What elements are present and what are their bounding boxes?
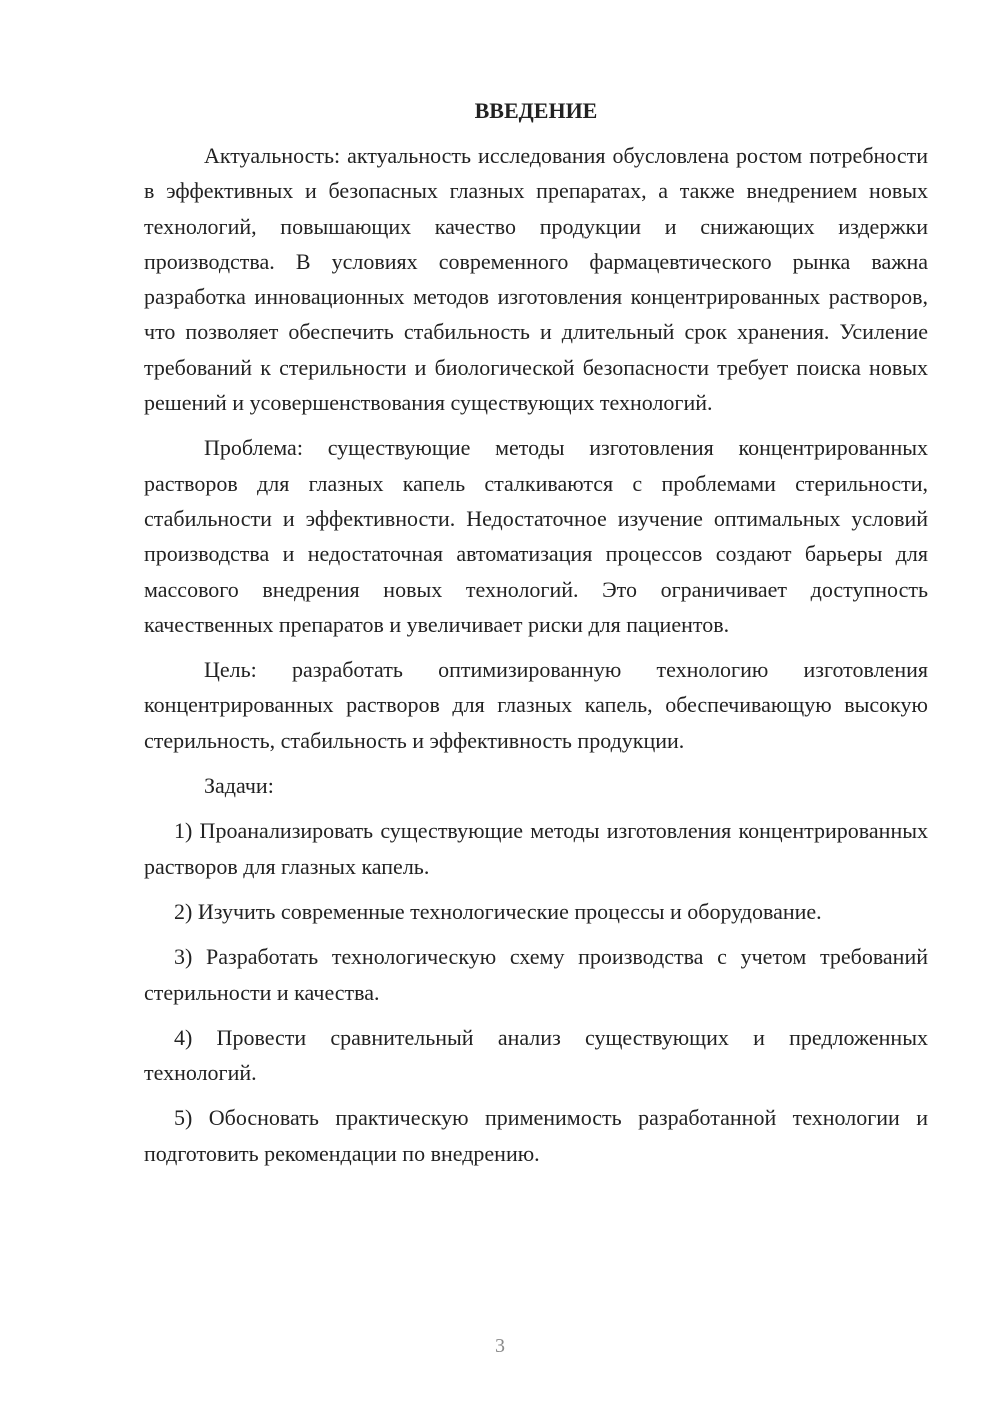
- task-item-2: 2) Изучить современные технологические процессы и оборудование.: [174, 898, 822, 924]
- page-heading: ВВЕДЕНИЕ: [474, 98, 598, 123]
- paragraph-problem: Проблема: существующие методы изготовления концентрированных растворов для глазных капель сталкиваются с проблемами стерильности, стабильности и эффективности. Недостаточное изучение оптимальных условий производства и недостаточная автоматизация процессов создают барьеры для массового внедрения новых технологий. Это ограничивает доступность качественных препаратов и увеличивает риски для пациентов.: [144, 435, 928, 637]
- page-number: 3: [495, 1335, 505, 1357]
- task-item-3: 3) Разработать технологическую схему производства с учетом требований стерильности и качества.: [144, 944, 928, 1005]
- paragraph-relevance: Актуальность: актуальность исследования обусловлена ростом потребности в эффективных и безопасных глазных препаратах, а также внедрением новых технологий, повышающих качество продукции и снижающих издержки производства. В условиях современного фармацевтического рынка важна разработка инновационных методов изготовления концентрированных растворов, что позволяет обеспечить стабильность и длительный срок хранения. Усиление требований к стерильности и биологической безопасности требует поиска новых решений и усовершенствования существующих технологий.: [144, 143, 928, 416]
- paragraph-goal: Цель: разработать оптимизированную технологию изготовления концентрированных растворов для глазных капель, обеспечивающую высокую стерильность, стабильность и эффективность продукции.: [144, 657, 928, 753]
- page-content: [144, 92, 928, 1181]
- tasks-label: Задачи:: [204, 773, 274, 799]
- task-item-4: 4) Провести сравнительный анализ существующих и предложенных технологий.: [144, 1024, 928, 1086]
- task-item-1: 1) Проанализировать существующие методы изготовления концентрированных растворов для глазных капель.: [144, 818, 928, 879]
- task-item-5: 5) Обосновать практическую применимость разработанной технологии и подготовить рекомендации по внедрению.: [144, 1105, 928, 1166]
